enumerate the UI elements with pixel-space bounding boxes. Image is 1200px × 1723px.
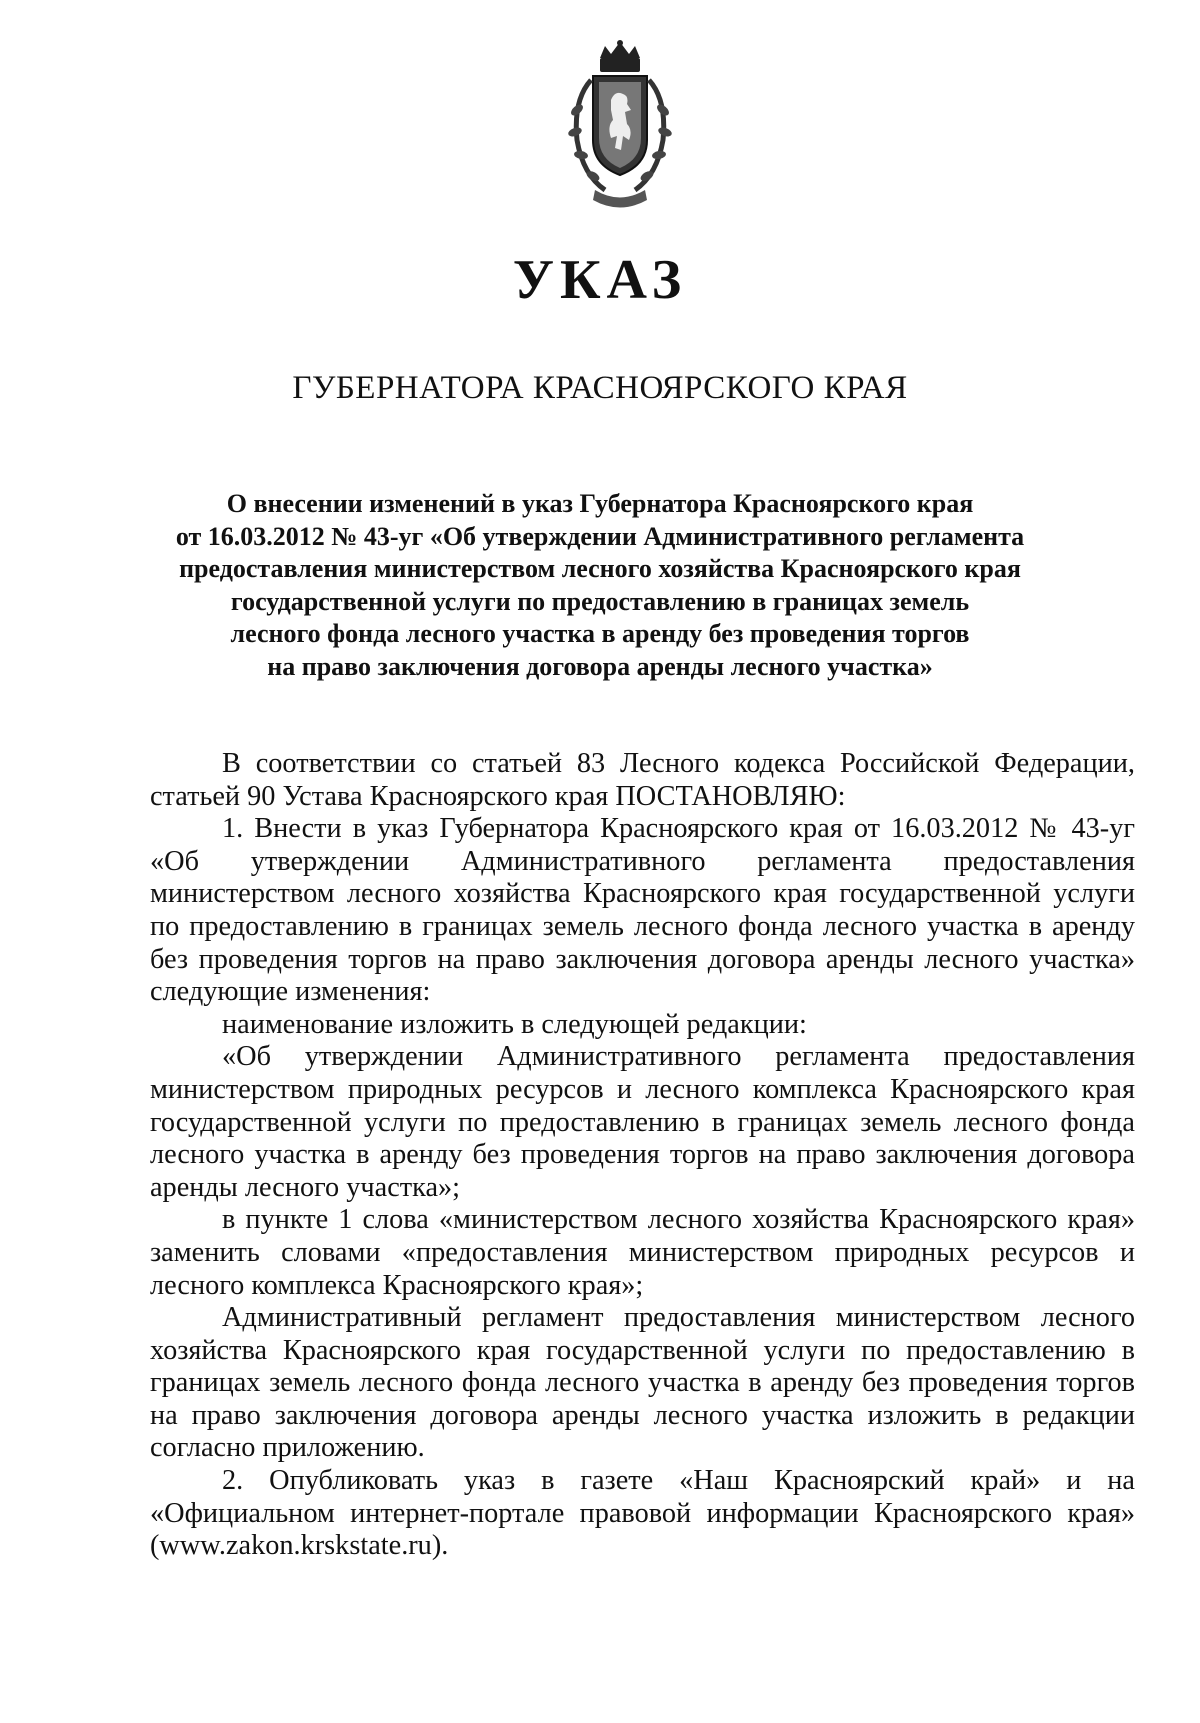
heading-line: О внесении изменений в указ Губернатора Красноярского края bbox=[226, 489, 974, 518]
body-paragraph: в пункте 1 слова «министерством лесного хозяйства Красноярского края» заменить словами «предоставления министерством природных ресурсов и лесного комплекса Красноярского края»; bbox=[150, 1204, 1135, 1301]
body-paragraph: наименование изложить в следующей редакции: bbox=[222, 1008, 807, 1040]
body-paragraph: «Об утверждении Административного регламента предоставления министерством природных ресурсов и лесного комплекса Красноярского края государственной услуги по предоставлению в границах земель лесного фонда лесного участка в аренду без проведения торгов на право заключения договора аренды лесного участка»; bbox=[150, 1041, 1135, 1203]
heading-line: государственной услуги по предоставлению в границах земель bbox=[230, 586, 970, 616]
heading-line: лесного фонда лесного участка в аренду без проведения торгов bbox=[230, 619, 970, 648]
heading-line: от 16.03.2012 № 43-уг «Об утверждении Административного регламента bbox=[175, 521, 1025, 551]
document-title: УКАЗ bbox=[512, 249, 688, 311]
body-paragraph: Административный регламент предоставления министерством лесного хозяйства Красноярского края государственной услуги по предоставлению в границах земель лесного фонда лесного участка в аренду без проведения торгов на право заключения договора аренды лесного участка изложить в редакции согласно приложению. bbox=[150, 1302, 1135, 1464]
body-paragraph: В соответствии со статьей 83 Лесного кодекса Российской Федерации, статьей 90 Устава Красноярского края ПОСТАНОВЛЯЮ: bbox=[150, 748, 1135, 812]
krasnoyarsk-krai-coat-of-arms-icon bbox=[555, 40, 685, 215]
heading-line: на право заключения договора аренды лесного участка» bbox=[267, 651, 933, 681]
decree-heading bbox=[150, 488, 1050, 683]
heading-line: предоставления министерством лесного хозяйства Красноярского края bbox=[179, 554, 1021, 583]
body-paragraph: 1. Внести в указ Губернатора Красноярского края от 16.03.2012 № 43-уг «Об утверждении Административного регламента предоставления министерством лесного хозяйства Красноярского края государственной услуги по предоставлению в границах земель лесного фонда лесного участка в аренду без проведения торгов на право заключения договора аренды лесного участка» следующие изменения: bbox=[150, 813, 1135, 1008]
decree-body bbox=[150, 748, 1135, 1563]
document-subtitle: ГУБЕРНАТОРА КРАСНОЯРСКОГО КРАЯ bbox=[292, 370, 908, 406]
body-paragraph: 2. Опубликовать указ в газете «Наш Красноярский край» и на «Официальном интернет-портале правовой информации Красноярского края» (www.zakon.krskstate.ru). bbox=[150, 1465, 1135, 1562]
